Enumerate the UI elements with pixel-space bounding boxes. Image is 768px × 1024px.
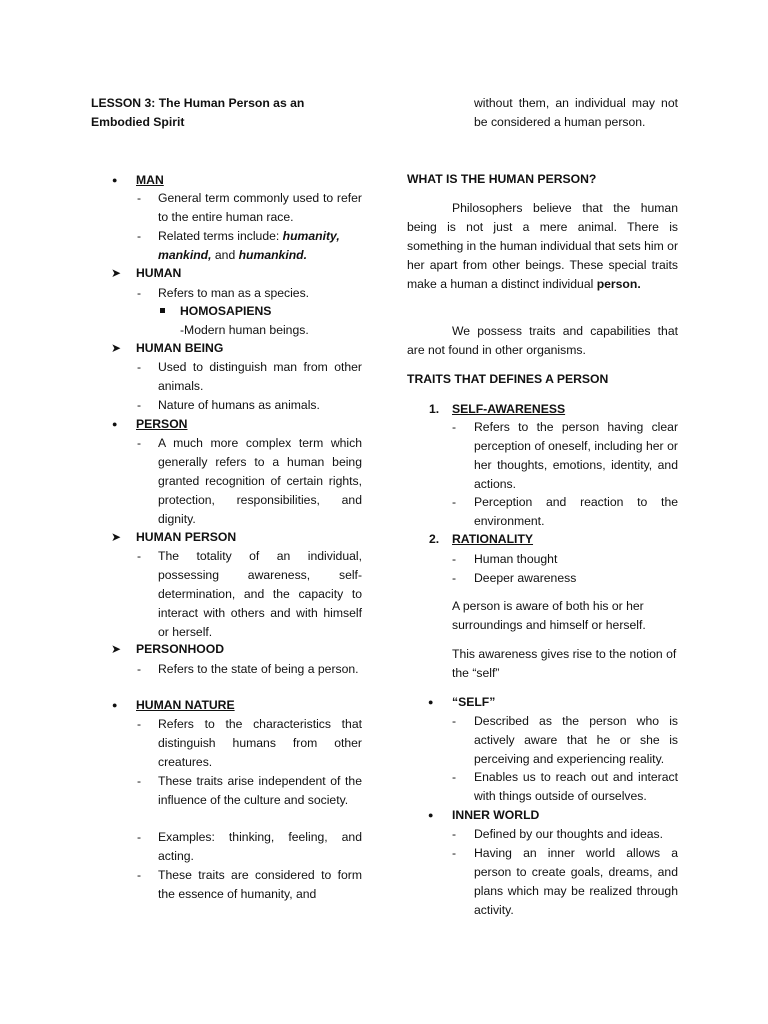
self-awareness-item-1: Refers to the person having clear perception of oneself, including her or her thoughts, emotions, identity, and actions.	[474, 420, 678, 491]
paragraph-self-notion: This awareness gives rise to the notion of the “self”	[452, 647, 677, 680]
bullet-icon: ●	[112, 700, 118, 710]
lesson-title: LESSON 3: The Human Person as an Embodied Spirit	[91, 96, 305, 129]
human-nature-item-1: Refers to the characteristics that distinguish humans from other creatures.	[158, 717, 362, 769]
bullet-icon: ●	[428, 697, 434, 707]
heading-human-person: HUMAN PERSON	[136, 530, 237, 544]
dash-icon: -	[452, 495, 457, 509]
dash-icon: -	[137, 398, 142, 412]
dash-icon: -	[137, 717, 142, 731]
dash-icon: -	[137, 662, 142, 676]
paragraph-traits: We possess traits and capabilities that are not found in other organisms.	[407, 324, 678, 357]
bullet-icon: ●	[112, 419, 118, 429]
heading-man: MAN	[136, 173, 164, 187]
heading-rationality: RATIONALITY	[452, 532, 534, 546]
heading-person: PERSON	[136, 417, 188, 431]
man-item-1: General term commonly used to refer to the entire human race.	[158, 191, 362, 224]
heading-homosapiens: HOMOSAPIENS	[180, 304, 272, 318]
bullet-icon: ●	[428, 810, 434, 820]
dash-icon: -	[137, 286, 142, 300]
human-nature-item-4: These traits are considered to form the essence of humanity, and	[158, 868, 362, 901]
self-item-1: Described as the person who is actively aware that he or she is perceiving and experiencing reality.	[474, 714, 678, 766]
inner-world-item-1: Defined by our thoughts and ideas.	[474, 827, 664, 841]
dash-icon: -	[137, 229, 142, 243]
self-awareness-item-2: Perception and reaction to the environment.	[474, 495, 678, 528]
dash-icon: -	[452, 552, 457, 566]
dash-icon: -	[137, 774, 142, 788]
heading-human: HUMAN	[136, 266, 182, 280]
heading-human-nature: HUMAN NATURE	[136, 698, 235, 712]
arrow-icon: ➤	[111, 642, 122, 656]
dash-icon: -	[452, 571, 457, 585]
dash-icon: -	[452, 714, 457, 728]
human-item-1: Refers to man as a species.	[158, 286, 310, 300]
homosapiens-text: -Modern human beings.	[180, 323, 309, 337]
human-being-item-1: Used to distinguish man from other animals.	[158, 360, 362, 393]
heading-self-awareness: SELF-AWARENESS	[452, 402, 566, 416]
rationality-item-2: Deeper awareness	[474, 571, 577, 585]
human-nature-item-3: Examples: thinking, feeling, and acting.	[158, 830, 362, 863]
dash-icon: -	[137, 191, 142, 205]
self-item-2: Enables us to reach out and interact with things outside of ourselves.	[474, 770, 678, 803]
dash-icon: -	[452, 420, 457, 434]
man-item-2: Related terms include: humanity, mankind, and humankind.	[158, 229, 340, 262]
inner-world-item-2: Having an inner world allows a person to create goals, dreams, and plans which may be realized through activity.	[474, 846, 678, 917]
dash-icon: -	[137, 436, 142, 450]
dash-icon: -	[137, 549, 142, 563]
human-being-item-2: Nature of humans as animals.	[158, 398, 320, 412]
dash-icon: -	[137, 830, 142, 844]
arrow-icon: ➤	[111, 266, 122, 280]
bullet-icon: ●	[112, 175, 118, 185]
person-item-1: A much more complex term which generally refers to a human being granted recognition of certain rights, protection, responsibilities, and dignity.	[158, 436, 362, 526]
dash-icon: -	[452, 770, 457, 784]
traits-heading: TRAITS THAT DEFINES A PERSON	[407, 372, 609, 386]
heading-inner-world: INNER WORLD	[452, 808, 540, 822]
heading-personhood: PERSONHOOD	[136, 642, 225, 656]
question-heading: WHAT IS THE HUMAN PERSON?	[407, 172, 597, 186]
paragraph-aware: A person is aware of both his or her surroundings and himself or herself.	[452, 599, 646, 632]
human-person-item-1: The totality of an individual, possessing awareness, self-determination, and the capacity to interact with others and with himself or herself.	[158, 549, 362, 639]
trait-number-1: 1.	[429, 402, 440, 416]
human-nature-item-2: These traits arise independent of the influence of the culture and society.	[158, 774, 362, 807]
heading-self: “SELF”	[452, 695, 496, 709]
rationality-item-1: Human thought	[474, 552, 558, 566]
personhood-item-1: Refers to the state of being a person.	[158, 662, 359, 676]
dash-icon: -	[452, 846, 457, 860]
continuation-text: without them, an individual may not be considered a human person.	[474, 96, 678, 129]
square-bullet-icon	[160, 308, 165, 313]
arrow-icon: ➤	[111, 530, 122, 544]
trait-number-2: 2.	[429, 532, 440, 546]
paragraph-philosophers: Philosophers believe that the human being is not just a mere animal. There is something in the human individual that sets him or her apart from other beings. These special traits make a human a distinct individual person.	[407, 201, 678, 291]
dash-icon: -	[137, 868, 142, 882]
dash-icon: -	[137, 360, 142, 374]
heading-human-being: HUMAN BEING	[136, 341, 224, 355]
dash-icon: -	[452, 827, 457, 841]
arrow-icon: ➤	[111, 341, 122, 355]
